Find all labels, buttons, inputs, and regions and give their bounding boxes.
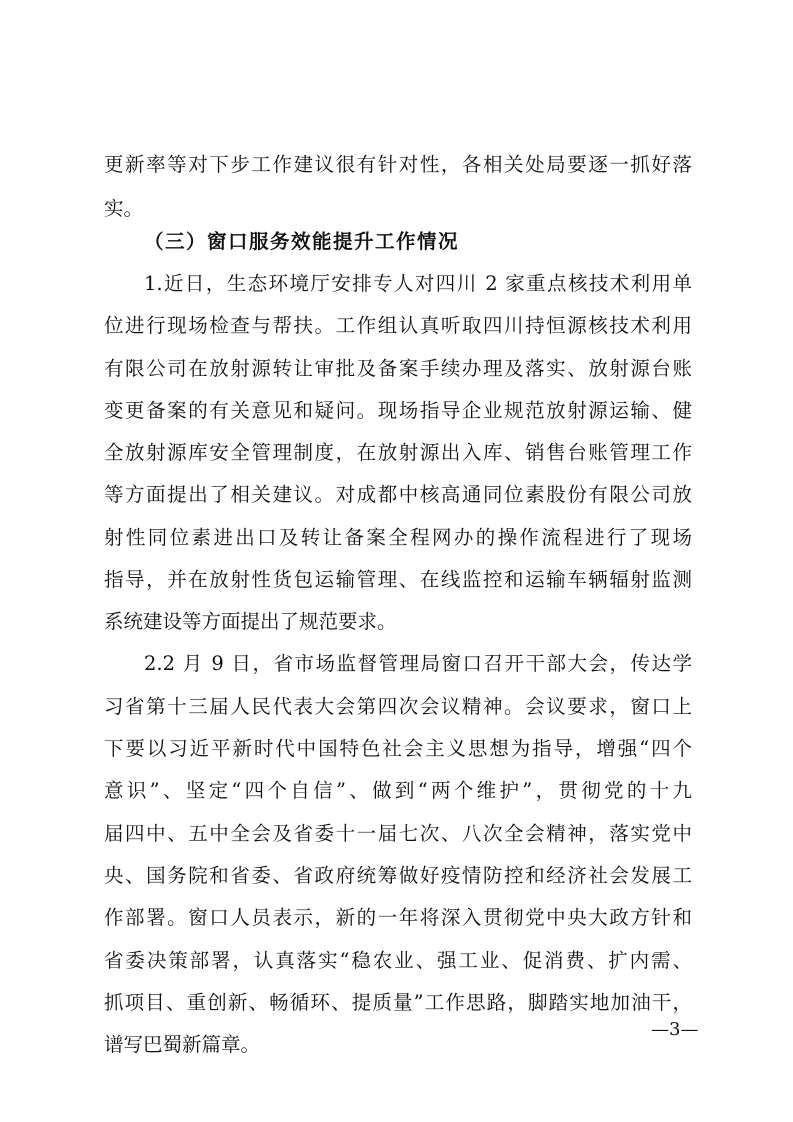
text-line: 届四中、五中全会及省委十一届七次、八次全会精神，落实党中 xyxy=(104,822,692,845)
text-line: 指导，并在放射性货包运输管理、在线监控和运输车辆辐射监测 xyxy=(104,568,692,591)
text-line: 等方面提出了相关建议。对成都中核高通同位素股份有限公司放 xyxy=(104,483,692,506)
text-line: 意识”、坚定“四个自信”、做到“两个维护”，贯彻党的十九 xyxy=(104,779,692,802)
text-line: 射性同位素进出口及转让备案全程网办的操作流程进行了现场 xyxy=(104,526,692,549)
text-line: 系统建设等方面提出了规范要求。 xyxy=(104,610,397,633)
text-line: 变更备案的有关意见和疑问。现场指导企业规范放射源运输、健 xyxy=(104,399,692,422)
page-number: —3— xyxy=(651,1019,699,1040)
text-line: 有限公司在放射源转让审批及备案手续办理及落实、放射源台账 xyxy=(104,357,692,380)
paragraph-first-line: 1.近日，生态环境厅安排专人对四川 2 家重点核技术利用单 xyxy=(144,272,692,295)
text-line: 实。 xyxy=(104,197,144,220)
text-line: 更新率等对下步工作建议很有针对性，各相关处局要逐一抓好落 xyxy=(104,153,692,176)
text-line: 谱写巴蜀新篇章。 xyxy=(104,1033,261,1056)
text-line: 央、国务院和省委、省政府统筹做好疫情防控和经济社会发展工 xyxy=(104,864,692,887)
section-heading: （三）窗口服务效能提升工作情况 xyxy=(144,230,460,253)
text-line: 全放射源库安全管理制度，在放射源出入库、销售台账管理工作 xyxy=(104,441,692,464)
text-line: 作部署。窗口人员表示，新的一年将深入贯彻党中央大政方针和 xyxy=(104,906,692,929)
text-line: 省委决策部署，认真落实“稳农业、强工业、促消费、扩内需、 xyxy=(104,949,692,972)
text-line: 抓项目、重创新、畅循环、提质量”工作思路，脚踏实地加油干， xyxy=(104,991,692,1014)
text-line: 位进行现场检查与帮扶。工作组认真听取四川持恒源核技术利用 xyxy=(104,314,692,337)
paragraph-first-line: 2.2 月 9 日，省市场监督管理局窗口召开干部大会，传达学 xyxy=(144,652,692,675)
text-line: 下要以习近平新时代中国特色社会主义思想为指导，增强“四个 xyxy=(104,737,692,760)
text-line: 习省第十三届人民代表大会第四次会议精神。会议要求，窗口上 xyxy=(104,695,692,718)
